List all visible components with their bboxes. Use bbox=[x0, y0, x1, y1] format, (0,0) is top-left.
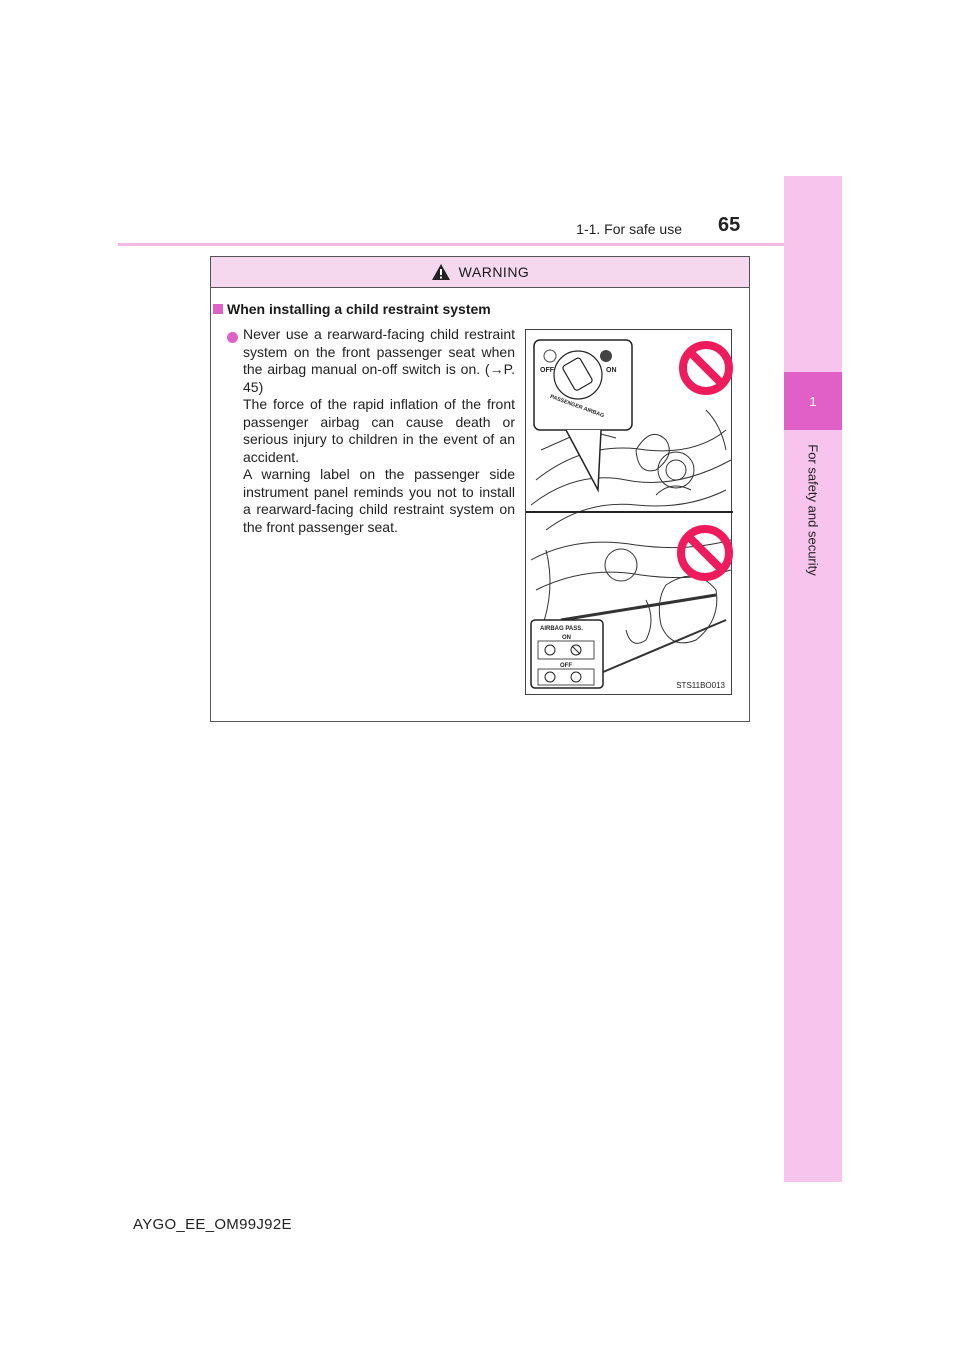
page-number: 65 bbox=[718, 214, 741, 236]
square-bullet-icon bbox=[213, 304, 223, 314]
label-on: ON bbox=[562, 635, 571, 641]
warning-subheading bbox=[213, 301, 491, 317]
paragraph: A warning label on the passenger side instrument panel reminds you not to install a rearward-facing child restraint system on the front passenger seat. bbox=[243, 466, 515, 535]
airbag-label-callout bbox=[531, 620, 603, 688]
prohibition-icon-top bbox=[683, 345, 729, 391]
airbag-warning-illustration bbox=[525, 329, 732, 695]
switch-off-label: OFF bbox=[540, 367, 554, 374]
warning-header bbox=[211, 257, 749, 288]
header-rule bbox=[118, 243, 784, 246]
manual-code: AYGO_EE_OM99J92E bbox=[133, 1216, 292, 1233]
section-title: 1-1. For safe use bbox=[576, 221, 682, 237]
prohibition-icon-bottom bbox=[681, 529, 729, 577]
airbag-switch-callout bbox=[534, 340, 632, 490]
warning-body bbox=[243, 326, 515, 536]
chapter-side-tab bbox=[784, 176, 842, 1182]
warning-triangle-icon bbox=[431, 263, 451, 281]
switch-caption: PASSENGER AIRBAG bbox=[549, 393, 605, 420]
label-title: AIRBAG PASS. bbox=[540, 626, 583, 632]
label-off: OFF bbox=[560, 663, 572, 669]
chapter-number-tab: 1 bbox=[784, 372, 842, 430]
round-bullet-icon bbox=[227, 332, 238, 343]
subheading-text: When installing a child restraint system bbox=[227, 301, 491, 317]
chapter-title-tab: For safety and security bbox=[805, 444, 821, 576]
warning-title: WARNING bbox=[458, 264, 530, 280]
paragraph: The force of the rapid inflation of the front passenger airbag can cause death or serious injury to children in the event of an accident. bbox=[243, 396, 515, 465]
figure-id: STS11BO013 bbox=[676, 681, 725, 690]
paragraph: Never use a rearward-facing child restraint system on the front passenger seat when the airbag manual on-off switch is on. (→P. 45) bbox=[243, 326, 515, 395]
warning-box bbox=[210, 256, 750, 722]
illustration-drawing bbox=[526, 330, 733, 696]
switch-on-label: ON bbox=[606, 367, 617, 374]
